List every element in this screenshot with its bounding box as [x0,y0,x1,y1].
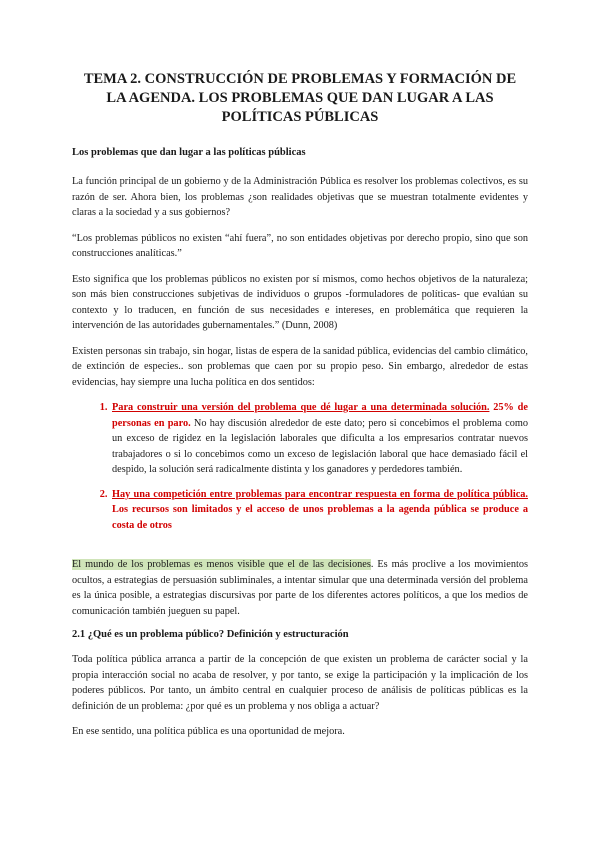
list-item-heading: Hay una competición entre problemas para encontrar respuesta en forma de política pública. [112,488,528,500]
paragraph-explanation: Esto significa que los problemas públicos no existen por sí mismos, como hechos objetivos de la naturaleza; son más bien construcciones subjetivas de individuos o grupos -formuladores de políticas- que evalúan su contexto y lo traducen, en función de sus necesidades e intereses, en problemática que requieren la intervención de las autoridades gubernamentales.” (Dunn, 2008) [72,273,528,331]
paragraph-visibility-text: . Es más proclive a los movimientos ocultos, a estrategias de persuasión subliminales, a intentar simular que una determinada versión del problema es la única posible, a estrategias discursivas por parte de los diferentes actores políticos, a que los medios de comunicación también jueguen su papel. [72,559,528,617]
highlighted-text: El mundo de los problemas es menos visible que el de las decisiones [72,559,371,570]
paragraph-intro: La función principal de un gobierno y de la Administración Pública es resolver los problemas colectivos, es su razón de ser. Ahora bien, los problemas ¿son realidades objetivas que se muestran totalmente evidentes y claras a la sociedad y a sus gobiernos? [72,176,528,218]
paragraph-examples: Existen personas sin trabajo, sin hogar, listas de espera de la sanidad pública, evidencias del cambio climático, de extinción de especies.. son problemas que caen por su propio peso. Sin embargo, alrededor de estas evidencias, hay siempre una lucha política en dos sentidos: [72,345,528,388]
struggle-list [72,400,528,533]
section-heading: Los problemas que dan lugar a las políticas públicas [72,147,306,158]
list-item-highlight: Los recursos son limitados y el acceso de unos problemas a la agenda pública se produce a costa de otros [112,504,528,531]
spacer [72,543,528,557]
list-item-text: No hay discusión alrededor de este dato; pero si concebimos el problema como un exceso de rigidez en la legislación laborales que dificulta a los empresarios contratar nuevos trabajadores o si lo concebimos como un exceso de legislación laboral que hace demasiado fácil el despido, la solución será radicalmente distinta y los ganadores y perdedores también. [112,417,528,475]
paragraph-conclusion: En ese sentido, una política pública es una oportunidad de mejora. [72,726,345,737]
document-title: TEMA 2. CONSTRUCCIÓN DE PROBLEMAS Y FORMACIÓN DE LA AGENDA. LOS PROBLEMAS QUE DAN LUGAR A LAS POLÍTICAS PÚBLICAS [83,71,517,125]
list-item-highlight: 25% de personas en paro. [112,402,528,429]
paragraph-quote: “Los problemas públicos no existen “ahí fuera”, no son entidades objetivas por derecho propio, sino que son construcciones analíticas.” [72,232,528,259]
document-page [72,70,528,750]
paragraph-visibility [72,557,528,619]
list-item [110,400,528,478]
list-item [110,487,528,534]
list-item-heading: Para construir una versión del problema que dé lugar a una determinada solución. [112,402,490,413]
paragraph-definition: Toda política pública arranca a partir de la concepción de que existen un problema de carácter social y la propia interacción social no acaba de resolver, y por tanto, se exige la participación y la implicación de los poderes públicos. Por tanto, un ámbito central en cualquier proceso de análisis de políticas públicas es la definición de un problema: ¿por qué es un problema y nos obliga a actuar? [72,654,528,712]
subsection-heading: 2.1 ¿Qué es un problema público? Definición y estructuración [72,629,349,640]
